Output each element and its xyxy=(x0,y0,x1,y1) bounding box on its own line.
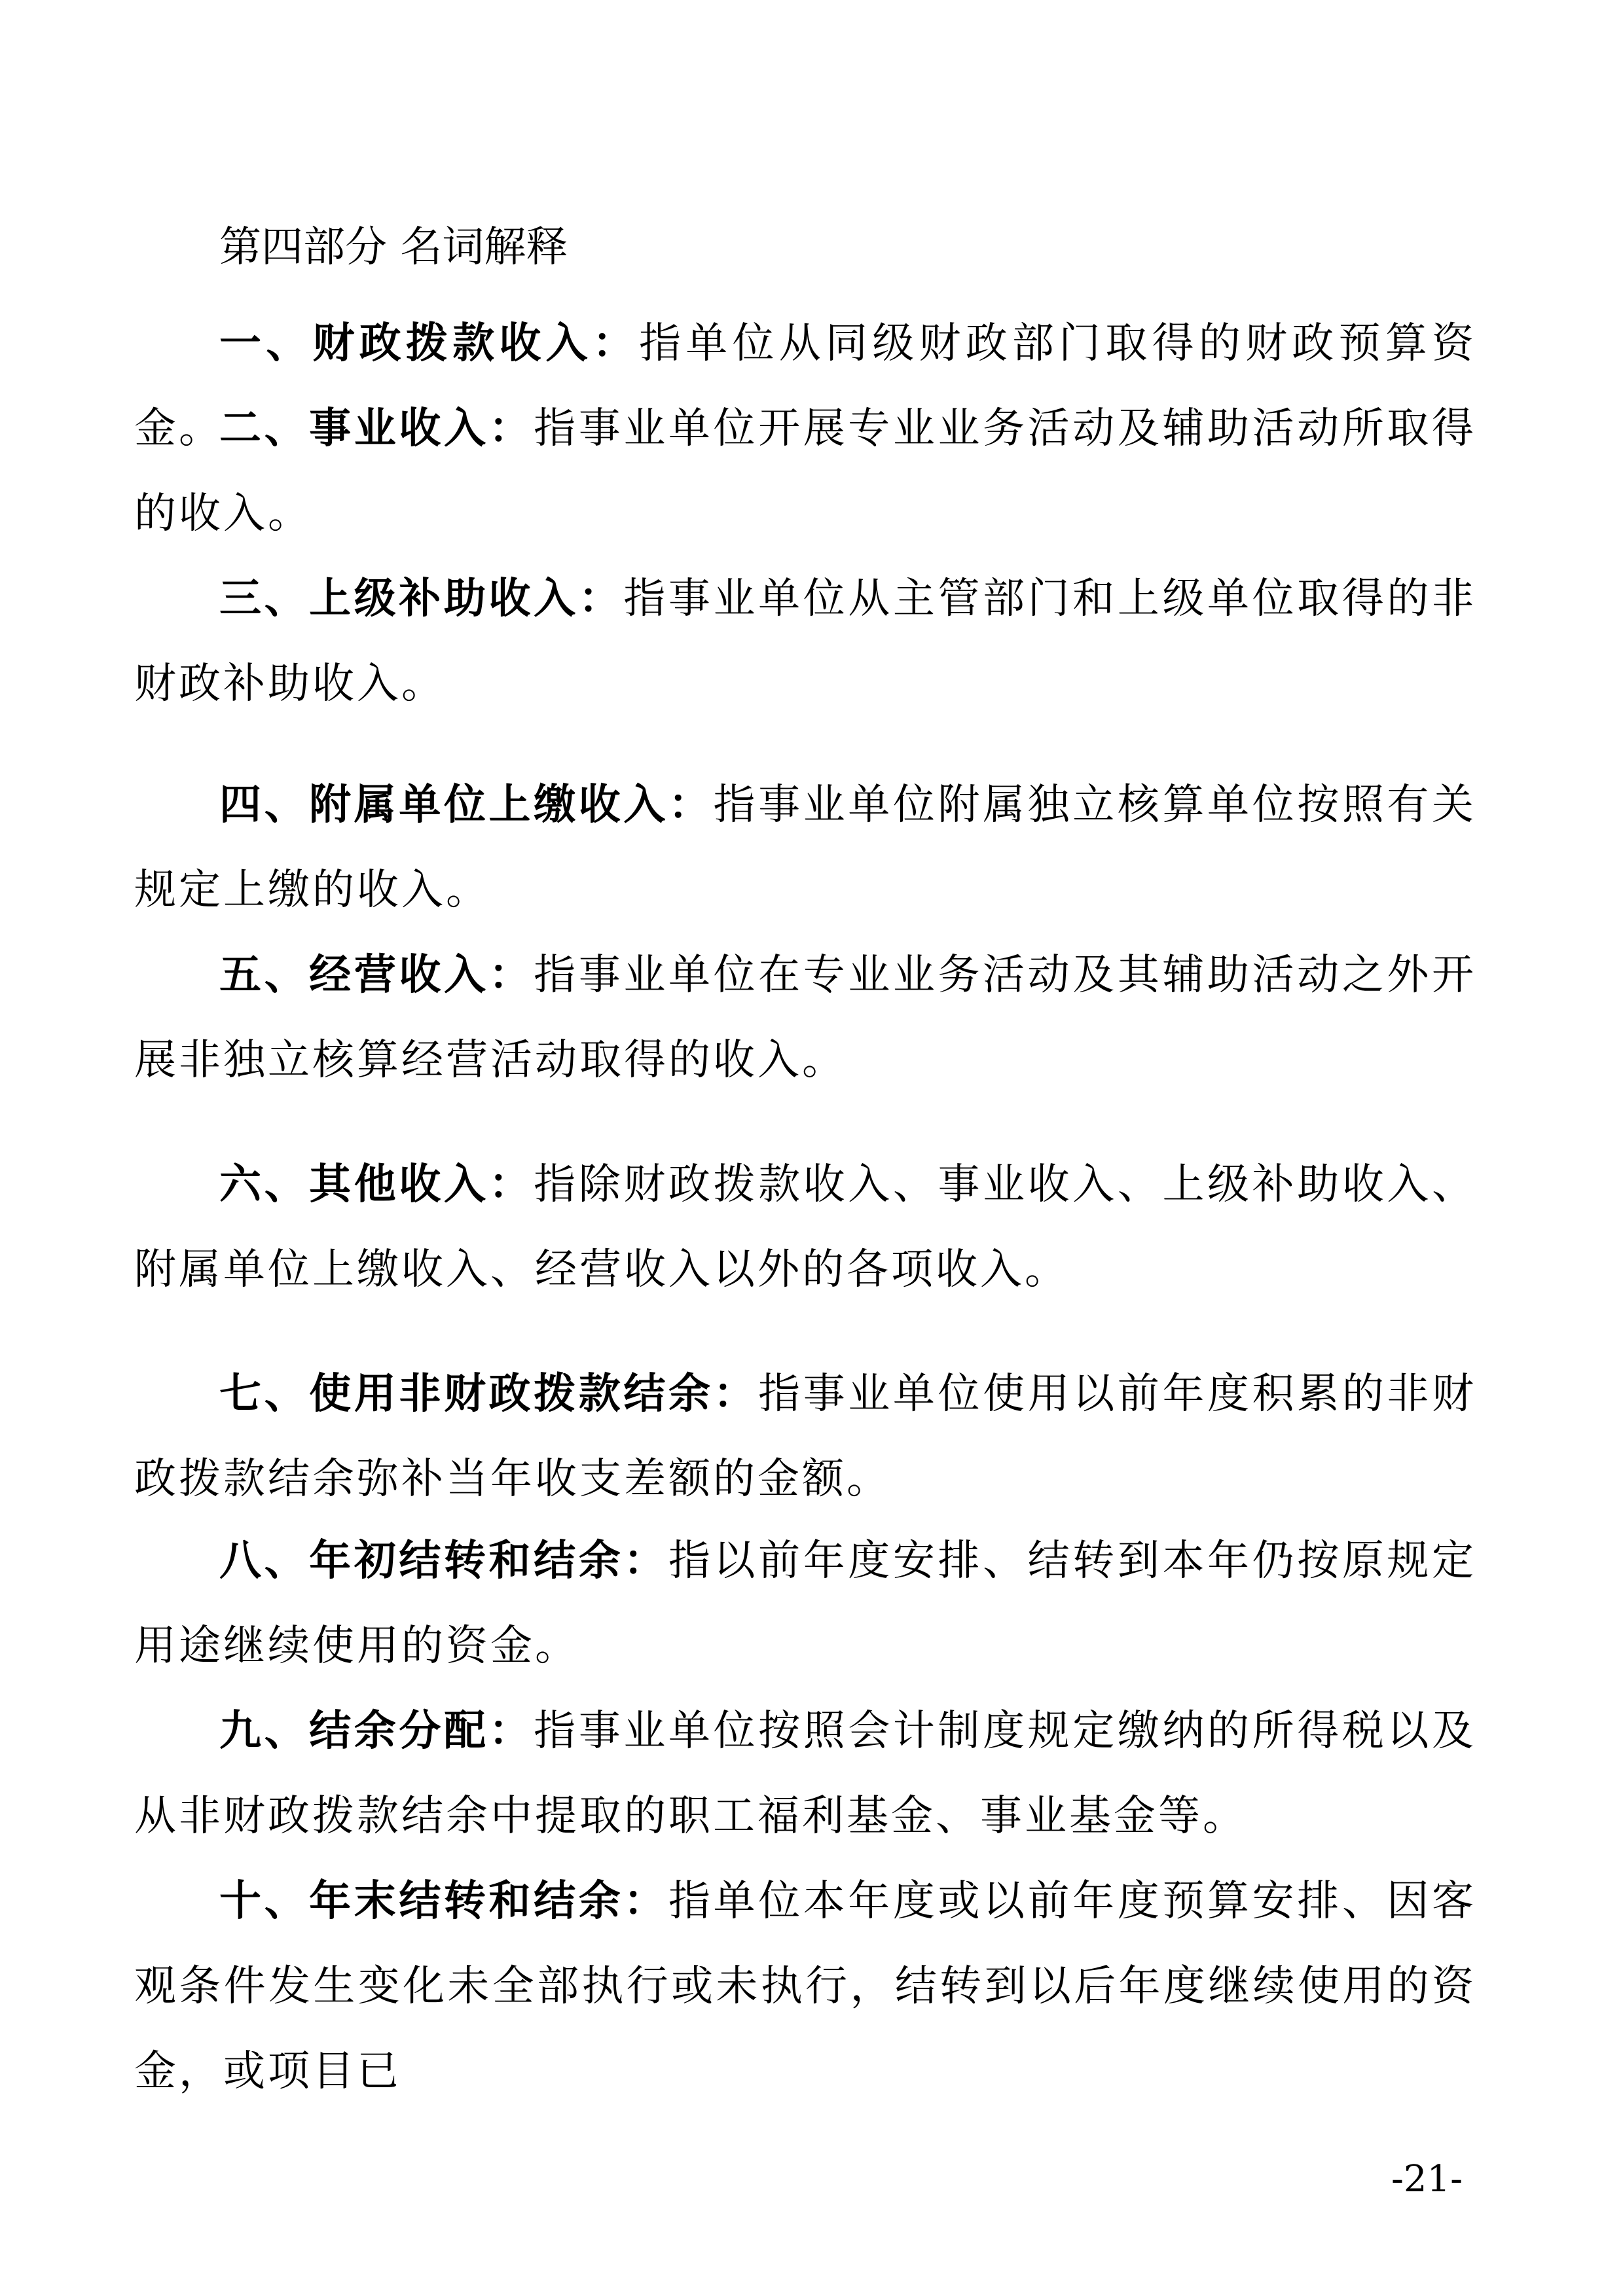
term-label: 八、年初结转和结余： xyxy=(219,1537,668,1585)
term-definition: 指单位从同级财政部门取得的财政预算资金。 xyxy=(134,319,1476,453)
term-definition: 指事业单位在专业业务活动及其辅助活动之外开展非独立核算经营活动取得的收入。 xyxy=(134,951,1477,1085)
definition-entry-5 xyxy=(134,933,1476,1103)
definition-entry-9 xyxy=(134,1689,1476,1859)
definition-entry-4 xyxy=(134,762,1476,933)
term-definition: 指事业单位按照会计制度规定缴纳的所得税以及从非财政拨款结余中提取的职工福利基金、事业基金等。 xyxy=(134,1707,1477,1840)
term-label: 六、其他收入： xyxy=(219,1160,534,1209)
term-definition: 指单位本年度或以前年度预算安排、因客观条件发生变化未全部执行或未执行，结转到以后年度继续使用的资金，或项目已 xyxy=(134,1877,1477,2096)
definition-entry-6 xyxy=(134,1142,1476,1312)
definition-entry-8 xyxy=(134,1518,1476,1689)
definition-entry-10 xyxy=(134,1859,1476,2114)
definition-entry-7 xyxy=(134,1352,1476,1522)
term-definition: 指事业单位开展专业业务活动及辅助活动所取得的收入。 xyxy=(134,404,1477,538)
term-definition: 指事业单位附属独立核算单位按照有关规定上缴的收入。 xyxy=(134,781,1477,914)
term-label: 七、使用非财政拨款结余： xyxy=(219,1370,759,1418)
term-label: 三、上级补助收入： xyxy=(219,575,624,623)
definition-entry-3 xyxy=(134,556,1476,726)
term-definition: 指除财政拨款收入、事业收入、上级补助收入、附属单位上缴收入、经营收入以外的各项收入。 xyxy=(134,1160,1477,1294)
term-label: 九、结余分配： xyxy=(219,1707,534,1755)
term-definition: 指以前年度安排、结转到本年仍按原规定用途继续使用的资金。 xyxy=(134,1537,1477,1670)
term-label: 四、附属单位上缴收入： xyxy=(219,781,714,829)
section-title: 第四部分 名词解释 xyxy=(219,223,568,272)
definition-entry-2 xyxy=(134,386,1476,556)
term-label: 二、事业收入： xyxy=(219,404,534,453)
term-label: 一、财政拨款收入： xyxy=(219,319,640,368)
page-number: -21- xyxy=(1391,2158,1463,2200)
term-label: 五、经营收入： xyxy=(219,951,534,999)
term-definition: 指事业单位使用以前年度积累的非财政拨款结余弥补当年收支差额的金额。 xyxy=(134,1370,1477,1503)
term-label: 十、年末结转和结余： xyxy=(219,1877,668,1926)
term-definition: 指事业单位从主管部门和上级单位取得的非财政补助收入。 xyxy=(134,575,1477,708)
